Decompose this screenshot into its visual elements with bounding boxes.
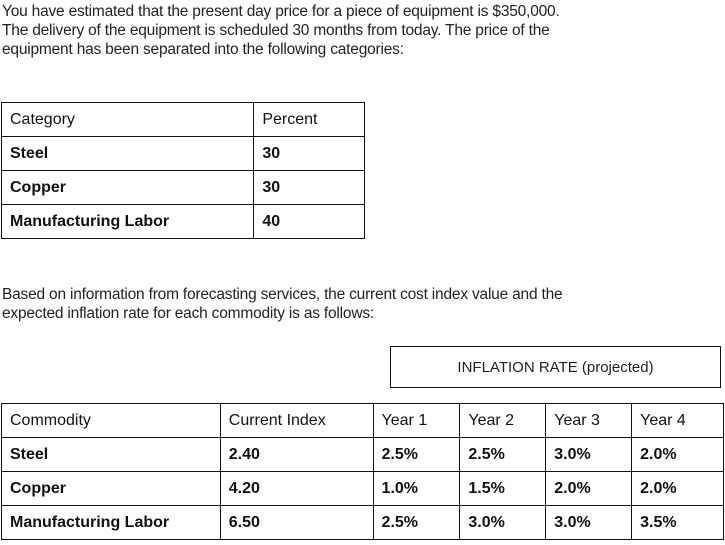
table-cell: Steel — [2, 438, 221, 472]
commodity-table — [1, 403, 724, 540]
intro-paragraph — [2, 2, 560, 59]
table-cell: 2.5% — [373, 506, 460, 540]
intro-line: The delivery of the equipment is scheduled 30 months from today. The price of the — [2, 22, 550, 39]
column-header: Current Index — [220, 404, 373, 438]
table-cell: Steel — [2, 137, 254, 171]
info-line: expected inflation rate for each commodity is as follows: — [2, 305, 374, 322]
table-cell: 1.5% — [460, 472, 546, 506]
table-header-row — [2, 404, 724, 438]
table-cell: Copper — [2, 472, 221, 506]
table-cell: Copper — [2, 171, 254, 205]
table-cell: 3.0% — [546, 506, 632, 540]
table-cell: 2.0% — [632, 472, 724, 506]
table-cell: 30 — [254, 137, 365, 171]
table-row — [2, 205, 365, 239]
table-cell: 6.50 — [220, 506, 373, 540]
table-cell: 2.40 — [220, 438, 373, 472]
table-cell: 3.0% — [546, 438, 632, 472]
column-header: Year 4 — [632, 404, 724, 438]
intro-line: You have estimated that the present day price for a piece of equipment is $350,000. — [2, 3, 560, 20]
column-header: Percent — [254, 103, 365, 137]
table-row — [2, 171, 365, 205]
column-header: Year 3 — [546, 404, 632, 438]
table-cell: 2.0% — [632, 438, 724, 472]
table-cell: 30 — [254, 171, 365, 205]
table-cell: 1.0% — [373, 472, 460, 506]
category-table — [1, 102, 365, 239]
table-row — [2, 506, 724, 540]
table-cell: 4.20 — [220, 472, 373, 506]
table-row — [2, 472, 724, 506]
info-line: Based on information from forecasting services, the current cost index value and the — [2, 286, 563, 303]
table-cell: 40 — [254, 205, 365, 239]
inflation-rate-header — [390, 346, 721, 388]
column-header: Category — [2, 103, 254, 137]
column-header: Year 2 — [460, 404, 546, 438]
table-cell: 2.0% — [546, 472, 632, 506]
info-paragraph — [2, 285, 562, 323]
table-cell: 2.5% — [373, 438, 460, 472]
table-cell: Manufacturing Labor — [2, 506, 221, 540]
table-header-row — [2, 103, 365, 137]
table-cell: 3.0% — [460, 506, 546, 540]
column-header: Year 1 — [373, 404, 460, 438]
inflation-rate-label: INFLATION RATE (projected) — [457, 358, 654, 376]
column-header: Commodity — [2, 404, 221, 438]
table-cell: 3.5% — [632, 506, 724, 540]
table-row — [2, 438, 724, 472]
table-cell: Manufacturing Labor — [2, 205, 254, 239]
table-cell: 2.5% — [460, 438, 546, 472]
intro-line: equipment has been separated into the following categories: — [2, 41, 404, 58]
table-row — [2, 137, 365, 171]
